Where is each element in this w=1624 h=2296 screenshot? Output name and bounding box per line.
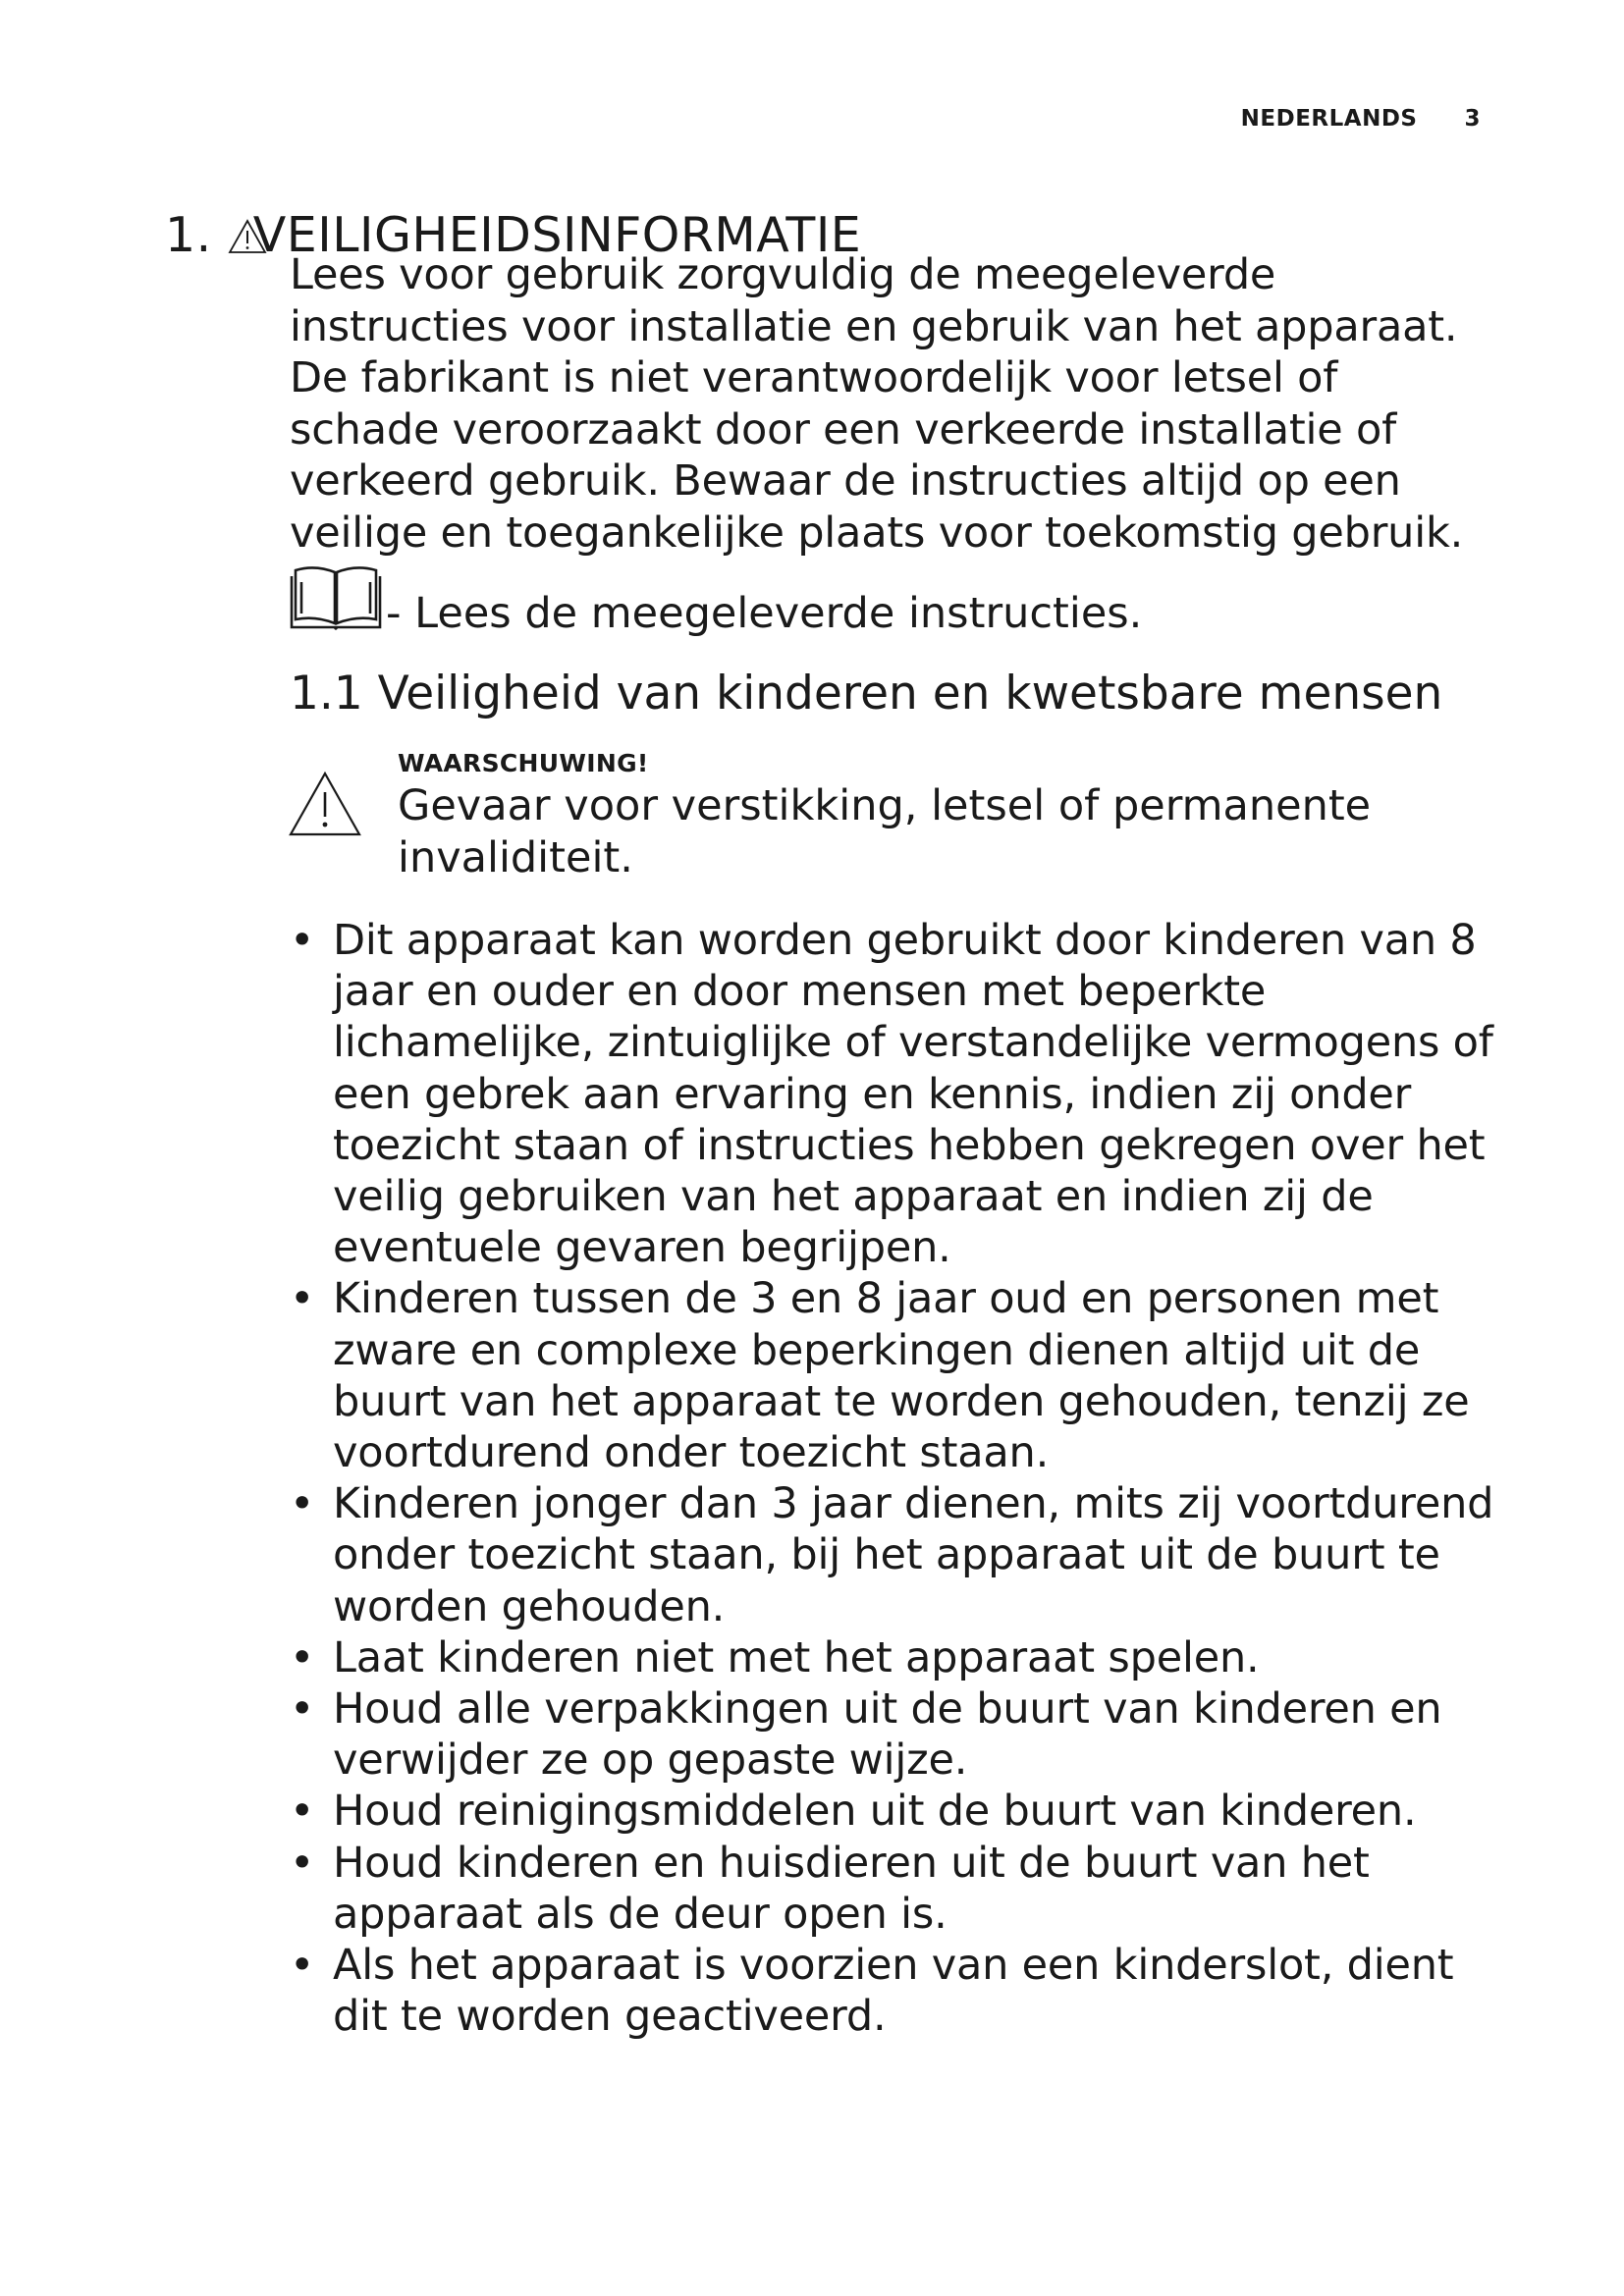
bullet-symbol: •: [290, 1684, 315, 1735]
list-item-text: Kinderen tussen de 3 en 8 jaar oud en personen met zware en complexe beperkingen dienen altijd uit de buurt van het apparaat te worden gehouden, tenzij ze voortdurend onder toezicht staan.: [333, 1274, 1470, 1478]
bullet-symbol: •: [290, 1479, 315, 1529]
list-item: [290, 1940, 1507, 2042]
section-number: 1.: [165, 206, 212, 263]
list-item: [290, 1273, 1507, 1478]
bullet-symbol: •: [290, 1787, 315, 1837]
page-header: [1241, 106, 1481, 132]
list-item-text: Houd kinderen en huisdieren uit de buurt van het apparaat als de deur open is.: [333, 1838, 1370, 1939]
read-instructions-text: - Lees de meegeleverde instructies.: [386, 589, 1143, 638]
list-item: [290, 1478, 1507, 1632]
list-item-text: Dit apparaat kan worden gebruikt door kinderen van 8 jaar en ouder en door mensen met beperkte lichamelijke, zintuiglijke of verstandelijke vermogens of een gebrek aan ervaring en kennis, indien zij onder toezicht staan of instructies hebben gekregen over het veilig gebruiken van het apparaat en indien zij de eventuele gevaren begrijpen.: [333, 916, 1493, 1273]
bullet-symbol: •: [290, 1274, 315, 1324]
list-item: [290, 1838, 1507, 1940]
header-language: NEDERLANDS: [1240, 106, 1418, 132]
list-item-text: Houd alle verpakkingen uit de buurt van kinderen en verwijder ze op gepaste wijze.: [333, 1684, 1442, 1786]
page-number: 3: [1464, 106, 1481, 132]
list-item-text: Houd reinigingsmiddelen uit de buurt van kinderen.: [333, 1787, 1417, 1837]
bullet-symbol: •: [290, 1838, 315, 1888]
bullet-symbol: •: [290, 1941, 315, 1991]
bullet-symbol: •: [290, 916, 315, 965]
list-item-text: Laat kinderen niet met het apparaat spelen.: [333, 1632, 1260, 1682]
list-item: [290, 915, 1507, 1273]
warning-triangle-icon: [228, 219, 267, 254]
safety-bullet-list: [290, 915, 1507, 2042]
bullet-symbol: •: [290, 1632, 315, 1682]
list-item: [290, 1786, 1507, 1837]
intro-paragraph: Lees voor gebruik zorgvuldig de meegeleverde instructies voor installatie en gebruik van het apparaat. De fabrikant is niet verantwoordelijk voor letsel of schade veroorzaakt door een verkeerde installatie of verkeerd gebruik. Bewaar de instructies altijd op een veilige en toegankelijke plaats voor toekomstig gebruik.: [290, 250, 1464, 558]
list-item-text: Kinderen jonger dan 3 jaar dienen, mits zij voortdurend onder toezicht staan, bij het apparaat uit de buurt te worden gehouden.: [333, 1479, 1494, 1631]
warning-text: Gevaar voor verstikking, letsel of permanente invaliditeit.: [398, 781, 1372, 882]
list-item: [290, 1683, 1507, 1786]
warning-label: WAARSCHUWING!: [398, 749, 649, 777]
warning-box: [290, 747, 1497, 883]
content: [290, 249, 1497, 2042]
warning-triangle-icon: [288, 771, 362, 837]
subsection-title: 1.1 Veiligheid van kinderen en kwetsbare mensen: [290, 667, 1443, 721]
list-item-text: Als het apparaat is voorzien van een kinderslot, dient dit te worden geactiveerd.: [333, 1941, 1454, 2042]
list-item: [290, 1632, 1507, 1683]
section-title-text: VEILIGHEIDSINFORMATIE: [252, 206, 862, 263]
book-icon: [290, 562, 386, 633]
read-instructions-row: [290, 562, 1497, 638]
warning-body: [398, 747, 1497, 883]
